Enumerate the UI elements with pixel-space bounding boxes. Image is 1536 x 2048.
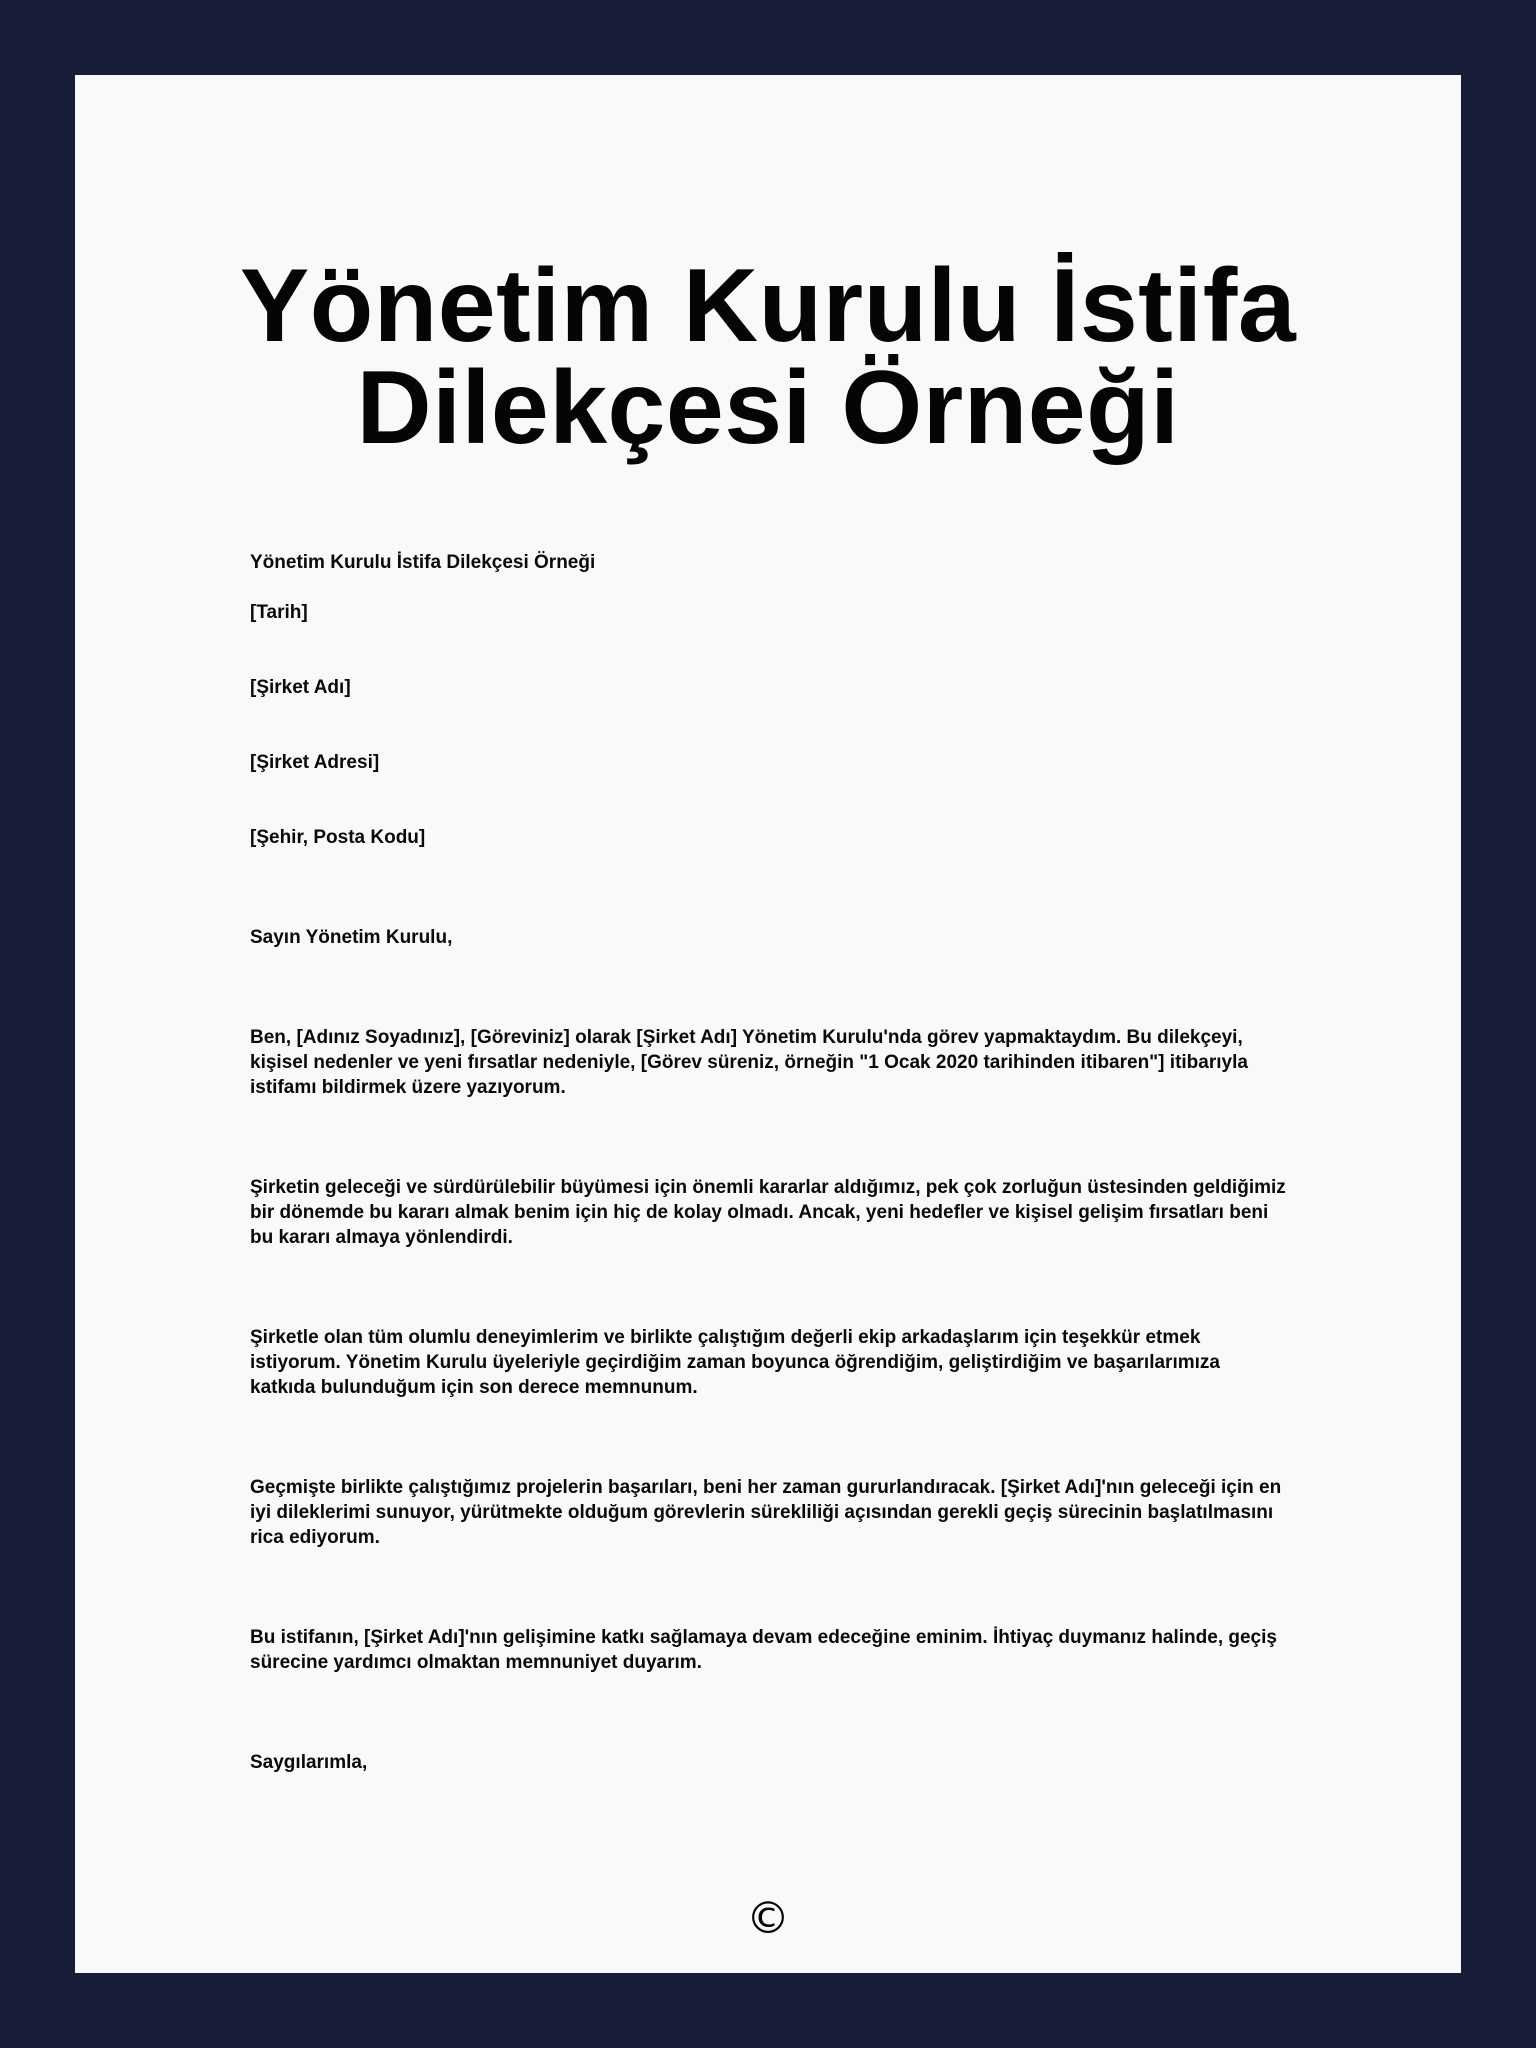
document-page [75, 75, 1461, 1973]
paragraph-3: Şirketle olan tüm olumlu deneyimlerim ve birlikte çalıştığım değerli ekip arkadaşlarım için teşekkür etmek istiyorum. Yönetim Kurulu üyeleriyle geçirdiğim zaman boyunca öğrendiğim, geliştirdiğim ve başarılarımıza katkıda bulunduğum için son derece memnunum. [250, 1327, 1220, 1398]
letter-body [250, 550, 1290, 1775]
copyright-icon: © [746, 1893, 790, 1944]
closing: Saygılarımla, [250, 1752, 368, 1773]
page-title [75, 248, 1461, 466]
paragraph-1: Ben, [Adınız Soyadınız], [Göreviniz] olarak [Şirket Adı] Yönetim Kurulu'nda görev yapmaktaydım. Bu dilekçeyi, kişisel nedenler ve yeni fırsatlar nedeniyle, [Görev süreniz, örneğin "1 Ocak 2020 tarihinden itibaren"] itibarıyla istifamı bildirmek üzere yazıyorum. [250, 1027, 1248, 1098]
company-name: [Şirket Adı] [250, 677, 351, 698]
page-title-line-1: Yönetim Kurulu İstifa [239, 248, 1297, 364]
paragraph-2: Şirketin geleceği ve sürdürülebilir büyümesi için önemli kararlar aldığımız, pek çok zorluğun üstesinden geldiğimiz bir dönemde bu kararı almak benim için hiç de kolay olmadı. Ancak, yeni hedefler ve kişisel gelişim fırsatları beni bu kararı almaya yönlendirdi. [250, 1177, 1286, 1248]
paragraph-4: Geçmişte birlikte çalıştığımız projelerin başarıları, beni her zaman gururlandıracak. [Şirket Adı]'nın geleceği için en iyi dileklerimi sunuyor, yürütmekte olduğum görevlerin sürekliliği açısından gerekli geçiş sürecinin başlatılmasını rica ediyorum. [250, 1477, 1282, 1548]
letter-subtitle: Yönetim Kurulu İstifa Dilekçesi Örneği [250, 552, 596, 573]
paragraph-5: Bu istifanın, [Şirket Adı]'nın gelişimine katkı sağlamaya devam edeceğine eminim. İhtiyaç duymanız halinde, geçiş sürecine yardımcı olmaktan memnuniyet duyarım. [250, 1627, 1277, 1673]
company-address: [Şirket Adresi] [250, 752, 380, 773]
city-postal-code: [Şehir, Posta Kodu] [250, 827, 426, 848]
letter-date: [Tarih] [250, 602, 308, 623]
page-title-line-2: Dilekçesi Örneği [356, 350, 1180, 466]
salutation: Sayın Yönetim Kurulu, [250, 927, 453, 948]
